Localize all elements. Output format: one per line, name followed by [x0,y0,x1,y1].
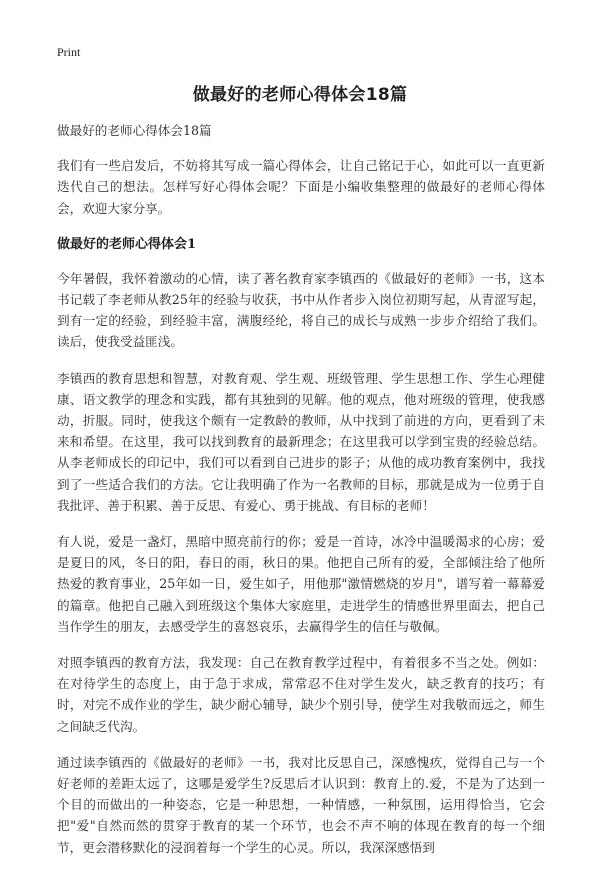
page-title: 做最好的老师心得体会18篇 [192,85,408,105]
print-link[interactable]: Print [57,45,81,59]
article-subtitle: 做最好的老师心得体会18篇 [57,123,212,138]
section-heading: 做最好的老师心得体会1 [57,236,197,252]
body-paragraph: 李镇西的教育思想和智慧，对教育观、学生观、班级管理、学生思想工作、学生心理健康、语文教学的理念和实践，都有其独到的见解。他的观点，他对班级的管理，使我感动，折服。同时，使我这个颇有一定教龄的教师，从中找到了前进的方向，更看到了未来和希望。在这里，我可以找到教育的最新理念；在这里我可以学到宝贵的经验总结。从李老师成长的印记中，我们可以看到自己进步的影子；从他的成功教育案例中，我找到了一些适合我们的方法。它让我明确了作为一名教师的目标，那就是成为一位勇于自我批评、善于积累、善于反思、有爱心、勇于挑战、有目标的老师！ [57,370,545,513]
intro-paragraph: 我们有一些启发后，不妨将其写成一篇心得体会，让自己铭记于心，如此可以一直更新迭代自己的想法。怎样写好心得体会呢？下面是小编收集整理的做最好的老师心得体会，欢迎大家分享。 [57,158,545,216]
body-paragraph: 对照李镇西的教育方法，我发现：自己在教育教学过程中，有着很多不当之处。例如：在对待学生的态度上，由于急于求成，常常忍不住对学生发火，缺乏教育的技巧；有时，对完不成作业的学生，缺少耐心辅导，缺少个别引导，使学生对我敬而远之，师生之间缺乏代沟。 [57,655,545,734]
body-paragraph: 通过读李镇西的《做最好的老师》一书，我对比反思自己，深感愧疚，觉得自己与一个好老师的差距太远了，这哪是爱学生?反思后才认识到：教育上的.爱，不是为了达到一个目的而做出的一种姿态，它是一种思想，一种情感，一种氛围，运用得恰当，它会把"爱"自然而然的贯穿于教育的某一个环节，也会不声不响的体现在教育的每一个细节，更会潜移默化的浸润着每一个学生的心灵。所以，我深深感悟到 [57,754,545,855]
article-body [57,120,545,873]
body-paragraph: 有人说，爱是一盏灯，黑暗中照亮前行的你；爱是一首诗，冰冷中温暖渴求的心房；爱是夏日的风，冬日的阳，春日的雨，秋日的果。他把自己所有的爱，全部倾注给了他所热爱的教育事业，25年如一日，爱生如子，用他那"激情燃烧的岁月"，谱写着一幕幕爱的篇章。他把自己融入到班级这个集体大家庭里，走进学生的情感世界里面去，把自己当作学生的朋友，去感受学生的喜怒哀乐，去赢得学生的信任与敬佩。 [57,534,545,634]
body-paragraph: 今年暑假，我怀着激动的心情，读了著名教育家李镇西的《做最好的老师》一书，这本书记载了李老师从教25年的经验与收获，书中从作者步入岗位初期写起，从青涩写起，到有一定的经验，到经验丰富，满腹经纶，将自己的成长与成熟一步步介绍给了我们。读后，使我受益匪浅。 [57,270,545,350]
